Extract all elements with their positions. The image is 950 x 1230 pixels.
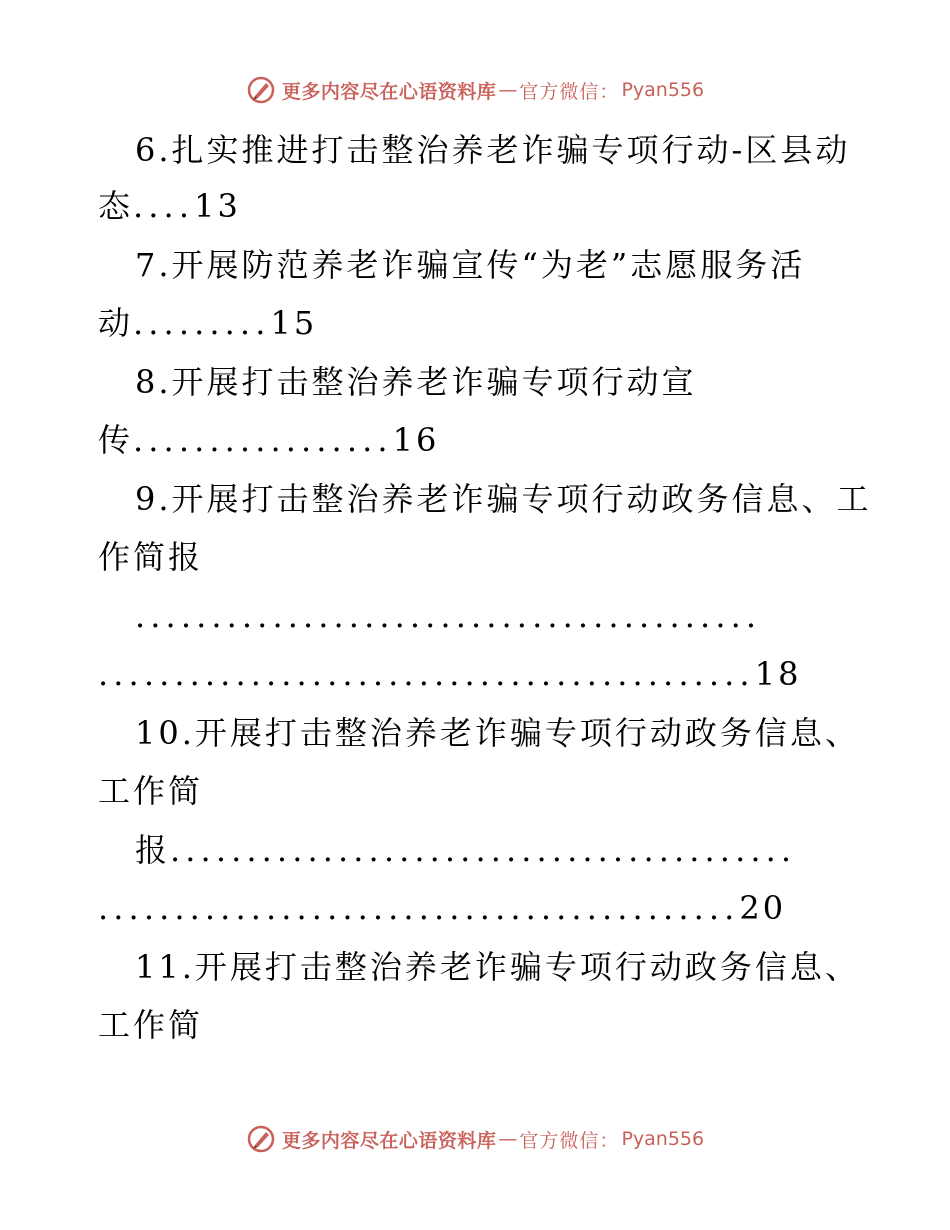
toc-entry-7-line2 bbox=[98, 303, 317, 343]
toc-number: 8. bbox=[135, 363, 172, 401]
toc-number: 6. bbox=[135, 131, 172, 169]
toc-leader: .......................................... bbox=[98, 889, 740, 927]
watermark-site: 更多内容尽在心语资料库 bbox=[281, 80, 497, 103]
watermark-id: Pyan556 bbox=[621, 79, 705, 101]
toc-title: 开展打击整治养老诈骗专项行动宣 bbox=[171, 363, 697, 401]
toc-leader: .... bbox=[133, 187, 195, 225]
toc-entry-9-line2 bbox=[98, 537, 203, 577]
toc-title: 开展防范养老诈骗宣传“为老”志愿服务活 bbox=[171, 246, 806, 284]
toc-title: 开展打击整治养老诈骗专项行动政务信息、工 bbox=[171, 480, 872, 518]
toc-entry-6-line2 bbox=[98, 186, 241, 226]
header-watermark bbox=[0, 72, 950, 108]
toc-title-cont: 传 bbox=[98, 421, 134, 459]
toc-number: 9. bbox=[135, 480, 172, 518]
toc-title-cont: 工作简 bbox=[98, 1006, 204, 1044]
toc-number: 11. bbox=[135, 948, 195, 986]
toc-entry-10-line1 bbox=[135, 713, 860, 753]
toc-leader: ......... bbox=[133, 304, 271, 342]
watermark-site: 更多内容尽在心语资料库 bbox=[281, 1129, 497, 1152]
toc-leader: ......................................... bbox=[170, 831, 797, 869]
toc-entry-10-line4 bbox=[98, 888, 786, 928]
toc-title: 开展打击整治养老诈骗专项行动政务信息、 bbox=[194, 714, 860, 752]
toc-entry-8-line1 bbox=[135, 362, 697, 402]
pen-logo-icon bbox=[246, 75, 276, 105]
toc-title-cont: 报 bbox=[135, 831, 171, 869]
watermark-id: Pyan556 bbox=[621, 1128, 705, 1150]
toc-page-number: 18 bbox=[754, 655, 802, 693]
toc-title: 扎实推进打击整治养老诈骗专项行动-区县动 bbox=[171, 131, 851, 169]
toc-page-number: 15 bbox=[270, 304, 318, 342]
toc-entry-10-line2 bbox=[98, 771, 203, 811]
toc-title-cont: 工作简 bbox=[98, 772, 204, 810]
footer-watermark bbox=[0, 1121, 950, 1157]
toc-title-cont: 动 bbox=[98, 304, 134, 342]
toc-number: 10. bbox=[135, 714, 195, 752]
toc-page-number: 16 bbox=[392, 421, 440, 459]
toc-entry-6-line1 bbox=[135, 130, 850, 170]
toc-entry-9-line4 bbox=[98, 654, 801, 694]
toc-entry-11-line1 bbox=[135, 947, 860, 987]
toc-title: 开展打击整治养老诈骗专项行动政务信息、 bbox=[194, 948, 860, 986]
toc-entry-10-line3 bbox=[135, 830, 796, 870]
watermark-label: 官方微信： bbox=[519, 1129, 620, 1152]
toc-leader: ................. bbox=[133, 421, 393, 459]
toc-entry-9-line3 bbox=[135, 596, 761, 636]
toc-entry-9-line1 bbox=[135, 479, 872, 519]
toc-leader: ......................................... bbox=[135, 597, 762, 635]
watermark-dash: — bbox=[498, 79, 518, 101]
toc-number: 7. bbox=[135, 246, 172, 284]
toc-entry-7-line1 bbox=[135, 245, 805, 285]
toc-title-cont: 作简报 bbox=[98, 538, 204, 576]
toc-title-cont: 态 bbox=[98, 187, 134, 225]
toc-page-number: 20 bbox=[739, 889, 787, 927]
toc-page-number: 13 bbox=[194, 187, 241, 225]
pen-logo-icon bbox=[246, 1124, 276, 1154]
toc-entry-8-line2 bbox=[98, 420, 439, 460]
watermark-label: 官方微信： bbox=[519, 80, 620, 103]
toc-entry-11-line2 bbox=[98, 1005, 203, 1045]
watermark-dash: — bbox=[498, 1128, 518, 1150]
toc-leader: ........................................... bbox=[98, 655, 755, 693]
